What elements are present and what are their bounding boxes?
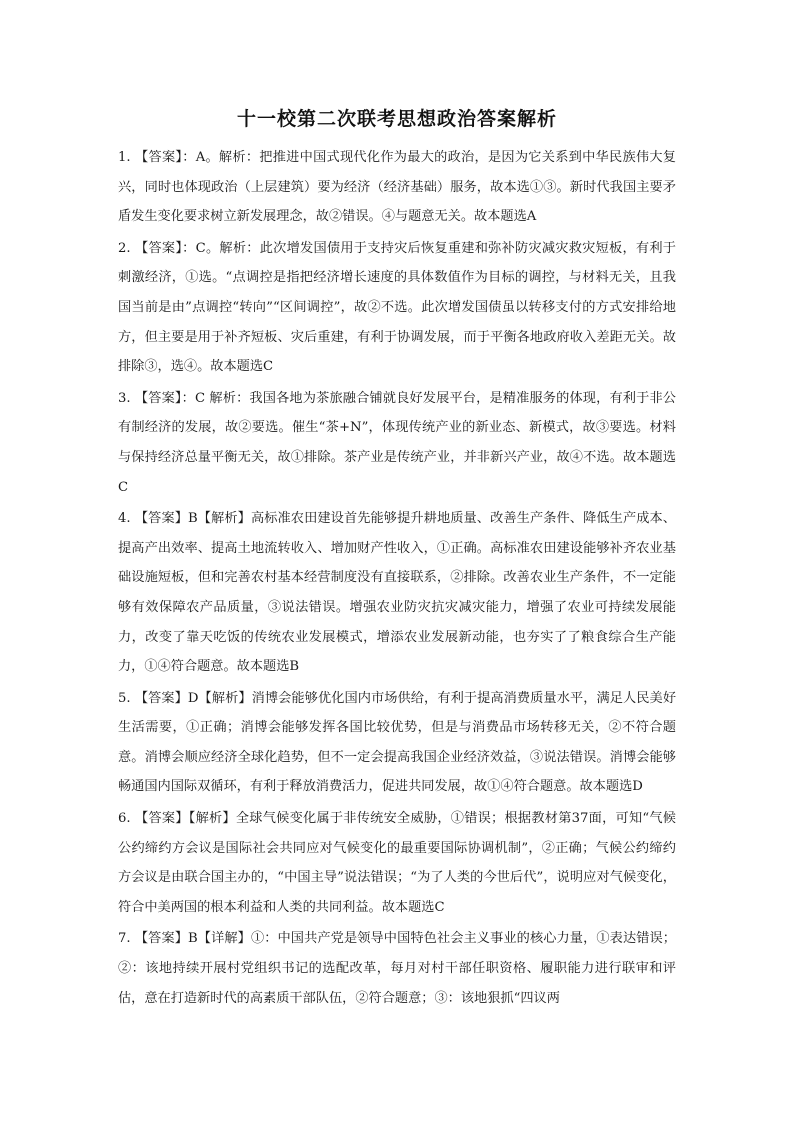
- answer-item-5: 5. 【答案】D【解析】消博会能够优化国内市场供给，有利于提高消费质量水平，满足人民美好生活需要，①正确；消博会能够发挥各国比较优势，但是与消费品市场转移无关，②不符合题意。消博会顺应经济全球化趋势，但不一定会提高我国企业经济效益，③说法错误。消博会能够畅通国内国际双循环，有利于释放消费活力，促进共同发展，故①④符合题意。故本题选D: [118, 690, 676, 795]
- answer-item-1: 1. 【答案】：A。解析：把推进中国式现代化作为最大的政治，是因为它关系到中华民族伟大复兴，同时也体现政治（上层建筑）要为经济（经济基础）服务，故本选①③。新时代我国主要矛盾发生变化要求树立新发展理念，故②错误。④与题意无关。故本题选A: [118, 150, 676, 225]
- answer-item-4: 4. 【答案】B【解析】高标准农田建设首先能够提升耕地质量、改善生产条件、降低生产成本、提高产出效率、提高土地流转收入、增加财产性收入，①正确。高标准农田建设能够补齐农业基础设施短板，但和完善农村基本经营制度没有直接联系，②排除。改善农业生产条件，不一定能够有效保障农产品质量，③说法错误。增强农业防灾抗灾减灾能力，增强了农业可持续发展能力，改变了靠天吃饭的传统农业发展模式，增添农业发展新动能，也夯实了了粮食综合生产能力，①④符合题意。故本题选B: [118, 511, 676, 675]
- answer-item-2: 2. 【答案】：C。解析：此次增发国债用于支持灾后恢复重建和弥补防灾减灾救灾短板，有利于刺激经济，①选。“点调控是指把经济增长速度的具体数值作为目标的调控，与材料无关，且我国当前是由”点调控“转向”“区间调控”，故②不选。此次增发国债虽以转移支付的方式安排给地方，但主要是用于补齐短板、灾后重建，有利于协调发展，而于平衡各地政府收入差距无关。故排除③，选④。故本题选C: [118, 240, 676, 375]
- page-title: 十一校第二次联考思想政治答案解析: [236, 108, 557, 130]
- answer-list: [118, 143, 676, 1015]
- answer-item-7: 7. 【答案】B【详解】①：中国共产党是领导中国特色社会主义事业的核心力量，①表达错误；②：该地持续开展村党组织书记的选配改革，每月对村干部任职资格、履职能力进行联审和评估，意在打造新时代的高素质干部队伍，②符合题意；③：该地狠抓“四议两: [118, 931, 676, 1006]
- answer-item-6: 6. 【答案】【解析】全球气候变化属于非传统安全威胁，①错误；根据教材第37面，可知“气候公约缔约方会议是国际社会共同应对气候变化的最重要国际协调机制”，②正确；气候公约缔约方会议是由联合国主办的，“中国主导”说法错误；“为了人类的今世后代”，说明应对气候变化，符合中美两国的根本利益和人类的共同利益。故本题选C: [118, 811, 676, 915]
- answer-item-3: 3. 【答案】：C 解析：我国各地为茶旅融合铺就良好发展平台，是精准服务的体现，有利于非公有制经济的发展，故②要选。催生“茶+N”，体现传统产业的新业态、新模式，故③要选。材料与保持经济总量平衡无关，故①排除。茶产业是传统产业，并非新兴产业，故④不选。故本题选C: [118, 390, 676, 495]
